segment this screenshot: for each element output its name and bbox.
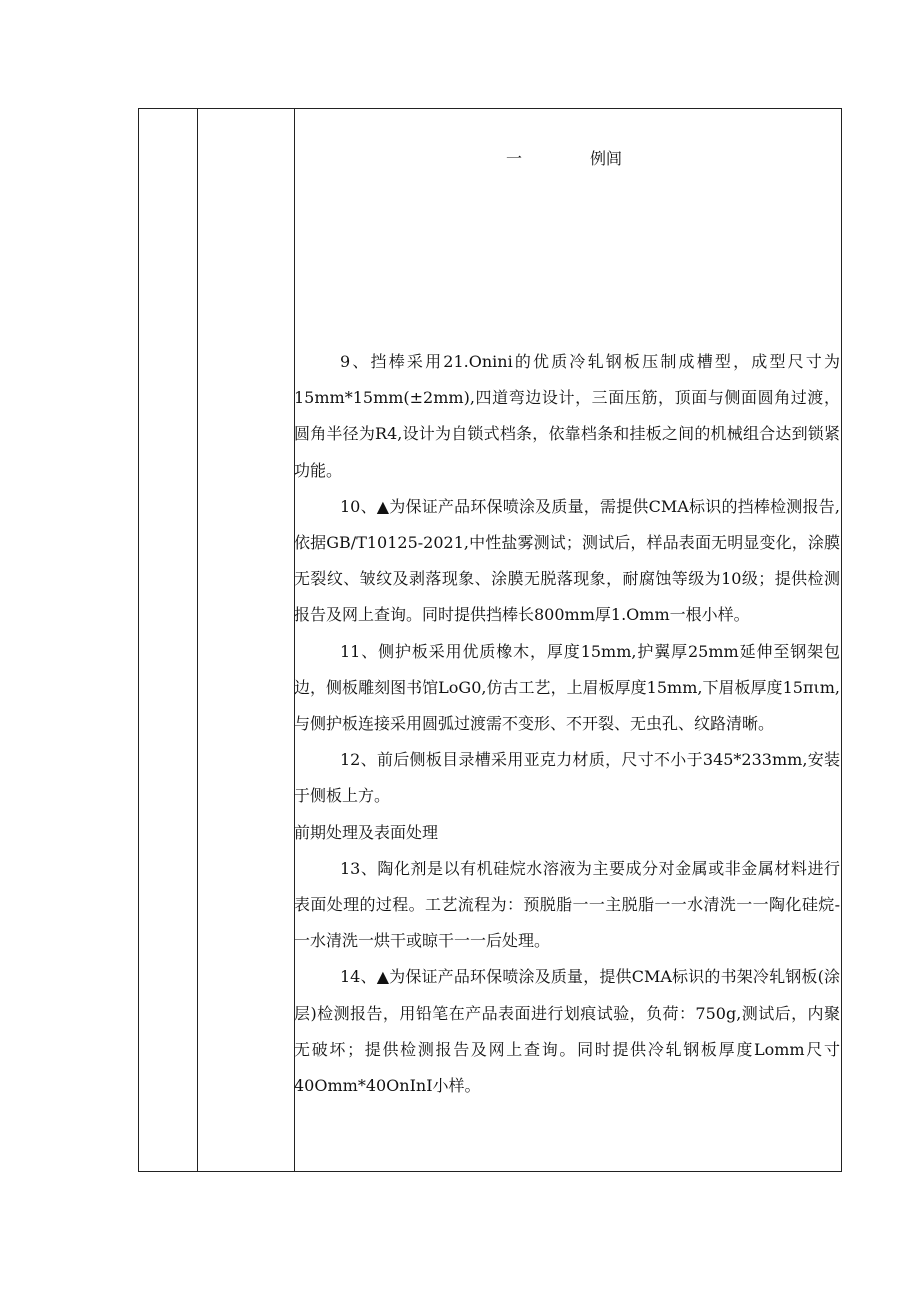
paragraph-14: 14、▲为保证产品环保喷涂及质量，提供CMA标识的书架冷轧钢板(涂层)检测报告，用铅笔在产品表面进行划痕试验，负荷：750g,测试后，内聚无破坏；提供检测报告及网上查询。同时提供冷轧钢板厚度Lomm尺寸40Omm*40OnInI小样。 (294, 967, 840, 1096)
cell-heading (294, 146, 840, 172)
paragraph-10: 10、▲为保证产品环保喷涂及质量，需提供CMA标识的挡棒检测报告,依据GB/T10125-2021,中性盐雾测试；测试后，样品表面无明显变化，涂膜无裂纹、皱纹及剥落现象、涂膜无脱落现象，耐腐蚀等级为10级；提供检测报告及网上查询。同时提供挡棒长800mm厚1.Omm一根小样。 (294, 496, 840, 625)
paragraph-13: 13、陶化剂是以有机硅烷水溶液为主要成分对金属或非金属材料进行表面处理的过程。工艺流程为：预脱脂一一主脱脂一一水清洗一一陶化硅烷-一水清洗一烘干或晾干一一后处理。 (294, 858, 840, 951)
paragraph-12: 12、前后侧板目录槽采用亚克力材质，尺寸不小于345*233mm,安装于侧板上方。 (294, 750, 840, 806)
spec-content-cell (294, 108, 840, 1172)
spec-body (294, 344, 840, 1104)
paragraph-11: 11、侧护板采用优质橡木，厚度15mm,护翼厚25mm延伸至钢架包边，侧板雕刻图书馆LoG0,仿古工艺，上眉板厚度15mm,下眉板厚度15πιm,与侧护板连接采用圆弧过渡需不变形、不开裂、无虫孔、纹路清晰。 (294, 641, 840, 734)
heading-word: 例闾 (590, 149, 623, 168)
paragraph-9: 9、挡棒采用21.Onini的优质冷轧钢板压制成槽型，成型尺寸为15mm*15mm(±2mm),四道弯边设计，三面压筋，顶面与侧面圆角过渡，圆角半径为R4,设计为自锁式档条，依靠档条和挂板之间的机械组合达到锁紧功能。 (294, 352, 840, 480)
column-divider-1 (197, 109, 198, 1171)
section-title: 前期处理及表面处理 (294, 822, 439, 842)
heading-dash: 一 (506, 149, 523, 168)
